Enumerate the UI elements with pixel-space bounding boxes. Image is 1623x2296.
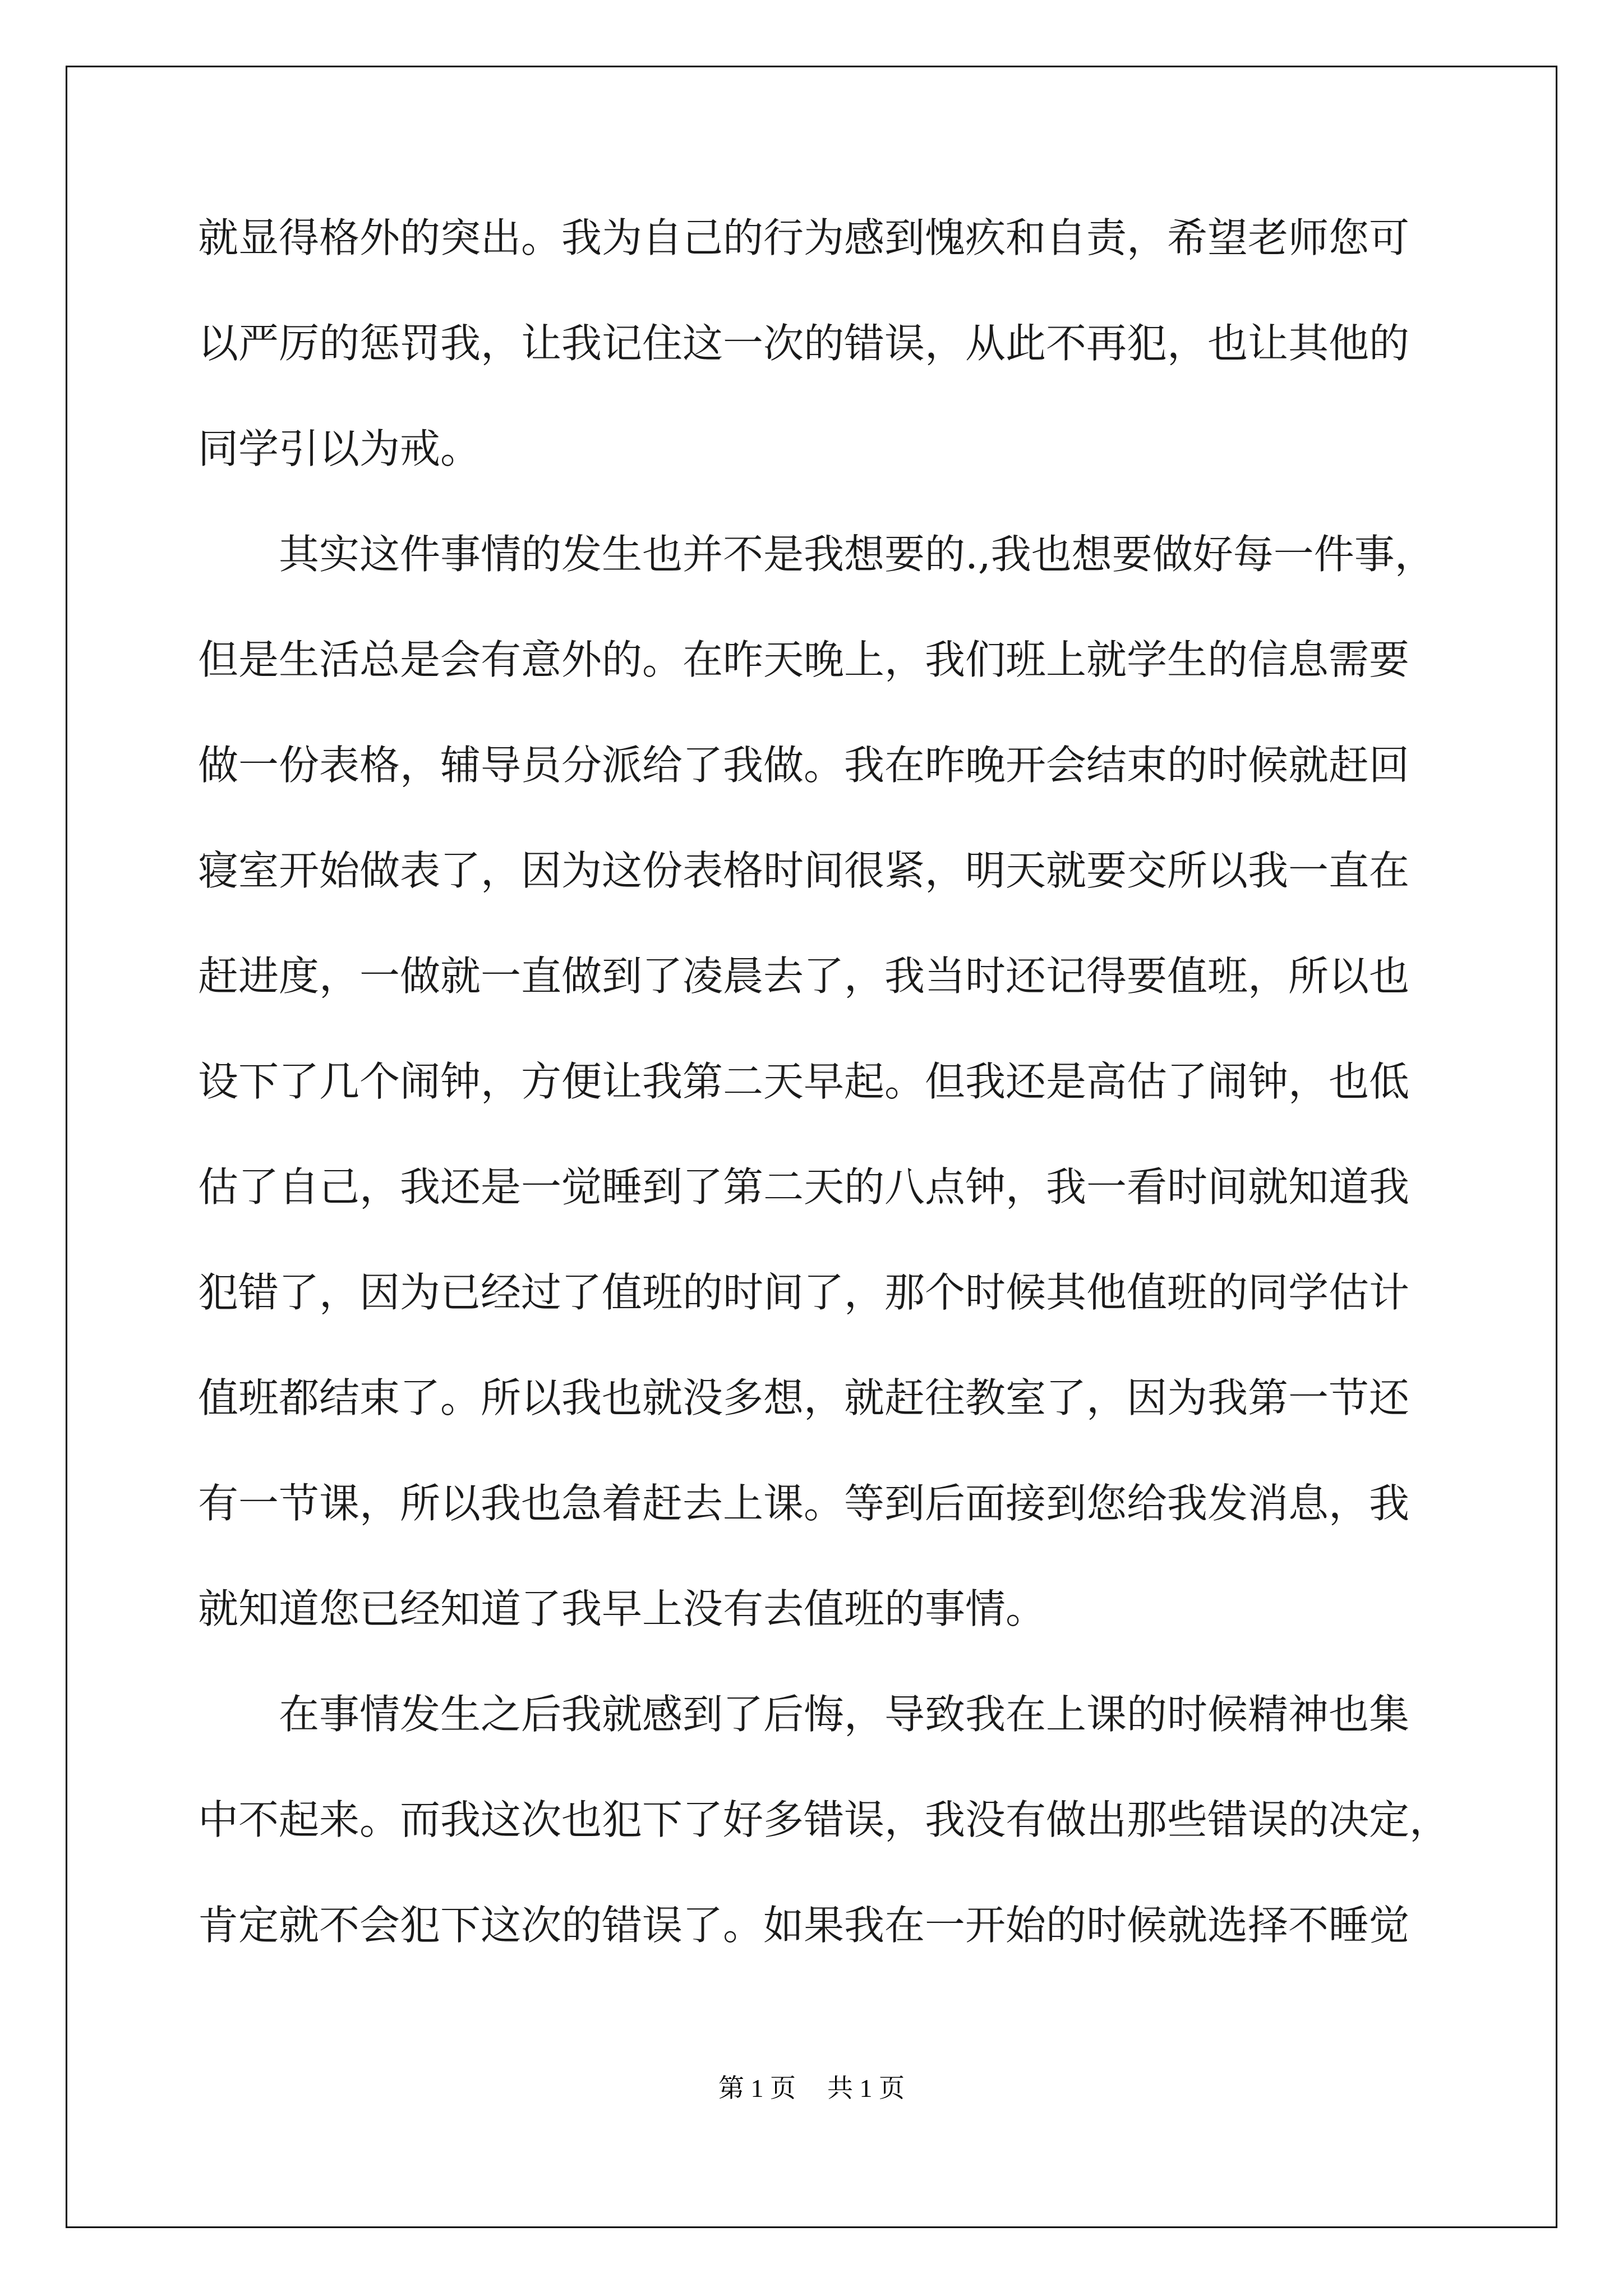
text-line: 同学引以为戒。: [198, 425, 481, 472]
text-line: 寝室开始做表了，因为这份表格时间很紧，明天就要交所以我一直在: [198, 847, 1410, 894]
text-line: 值班都结束了。所以我也就没多想，就赶往教室了，因为我第一节还: [198, 1374, 1410, 1421]
page-footer: [0, 2072, 1623, 2105]
text-line: 在事情发生之后我就感到了后悔，导致我在上课的时候精神也集: [198, 1691, 1410, 1738]
text-line: 就显得格外的突出。我为自己的行为感到愧疚和自责，希望老师您可: [198, 214, 1410, 261]
text-line: 肯定就不会犯下这次的错误了。如果我在一开始的时候就选择不睡觉: [198, 1902, 1410, 1949]
text-line: 估了自己，我还是一觉睡到了第二天的八点钟，我一看时间就知道我: [198, 1163, 1410, 1211]
text-line: 其实这件事情的发生也并不是我想要的.,我也想要做好每一件事，: [198, 531, 1435, 578]
text-line: 设下了几个闹钟，方便让我第二天早起。但我还是高估了闹钟，也低: [198, 1058, 1410, 1105]
text-line: 中不起来。而我这次也犯下了好多错误，我没有做出那些错误的决定，: [198, 1796, 1450, 1843]
page-total: 共 1 页: [827, 2074, 905, 2102]
text-line: 做一份表格，辅导员分派给了我做。我在昨晚开会结束的时候就赶回: [198, 742, 1410, 789]
text-line: 犯错了，因为已经过了值班的时间了，那个时候其他值班的同学估计: [198, 1269, 1410, 1316]
text-line: 赶进度，一做就一直做到了凌晨去了，我当时还记得要值班，所以也: [198, 953, 1410, 1000]
text-line: 但是生活总是会有意外的。在昨天晚上，我们班上就学生的信息需要: [198, 636, 1410, 683]
text-line: 有一节课，所以我也急着赶去上课。等到后面接到您给我发消息，我: [198, 1480, 1410, 1527]
text-line: 就知道您已经知道了我早上没有去值班的事情。: [198, 1585, 1046, 1632]
page-number: 第 1 页: [718, 2074, 796, 2102]
text-line: 以严厉的惩罚我，让我记住这一次的错误，从此不再犯，也让其他的: [198, 320, 1410, 367]
document-body: [198, 202, 1450, 1995]
